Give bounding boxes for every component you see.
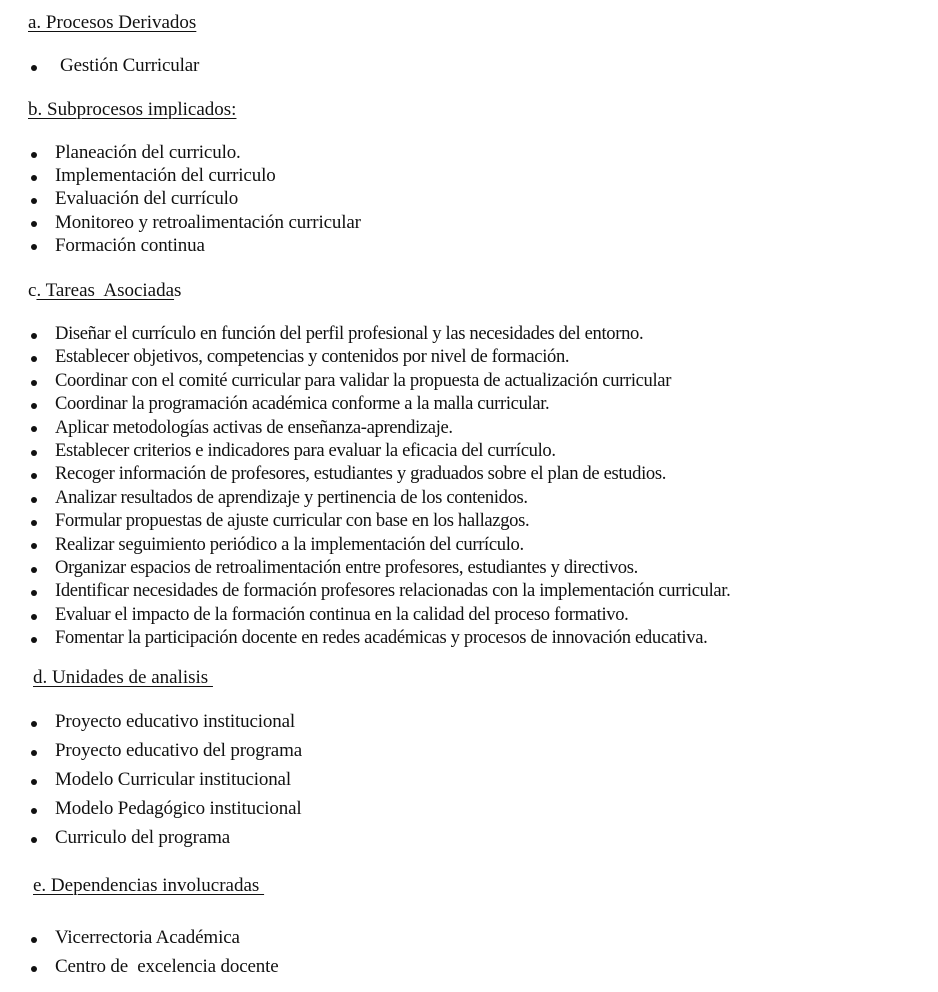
list-item: [31, 952, 279, 981]
bullet-icon: [31, 520, 37, 526]
list-item: [31, 556, 730, 579]
list-item: [31, 794, 302, 823]
bullet-icon: [31, 175, 37, 181]
bullet-icon: [31, 65, 37, 71]
bullet-icon: [31, 333, 37, 339]
list-unidades-analisis: [31, 707, 302, 852]
list-item: [31, 345, 730, 368]
section-heading-procesos-derivados: [28, 12, 196, 34]
list-item: [31, 923, 279, 952]
list-item-text: Monitoreo y retroalimentación curricular: [55, 211, 361, 233]
list-item: [31, 187, 361, 210]
list-item: [31, 736, 302, 765]
list-item-text: Evaluación del currículo: [55, 188, 239, 210]
list-item-text: Fomentar la participación docente en redes académicas y procesos de innovación educativa.: [55, 627, 708, 649]
bullet-icon: [31, 497, 37, 503]
list-item: [31, 53, 199, 79]
bullet-icon: [31, 221, 37, 227]
list-item-text: Realizar seguimiento periódico a la implementación del currículo.: [55, 533, 524, 555]
list-item-text: Organizar espacios de retroalimentación entre profesores, estudiantes y directivos.: [55, 557, 638, 579]
list-item: [31, 234, 361, 257]
list-item-text: Establecer objetivos, competencias y contenidos por nivel de formación.: [55, 346, 570, 368]
bullet-icon: [31, 426, 37, 432]
heading-suffix: s: [174, 280, 182, 301]
list-item-text: Coordinar con el comité curricular para validar la propuesta de actualización curricular: [55, 369, 672, 391]
list-item-text: Modelo Pedagógico institucional: [55, 798, 302, 819]
list-item-text: Proyecto educativo institucional: [55, 711, 296, 732]
list-procesos-derivados: [31, 53, 199, 79]
list-item-text: Coordinar la programación académica conforme a la malla curricular.: [55, 393, 550, 415]
bullet-icon: [31, 837, 37, 843]
list-item: [31, 392, 730, 415]
bullet-icon: [31, 637, 37, 643]
list-item: [31, 369, 730, 392]
bullet-icon: [31, 567, 37, 573]
heading-text: d. Unidades de analisis: [33, 667, 213, 688]
list-item: [31, 211, 361, 234]
bullet-icon: [31, 543, 37, 549]
list-item: [31, 707, 302, 736]
list-item: [31, 579, 730, 602]
list-item-text: Diseñar el currículo en función del perfil profesional y las necesidades del entorno.: [55, 323, 644, 344]
list-dependencias: [31, 923, 279, 981]
bullet-icon: [31, 590, 37, 596]
bullet-icon: [31, 450, 37, 456]
bullet-icon: [31, 152, 37, 158]
section-heading-tareas-asociadas: [28, 280, 181, 302]
list-item-text: Evaluar el impacto de la formación continua en la calidad del proceso formativo.: [55, 603, 629, 625]
list-item: [31, 765, 302, 794]
bullet-icon: [31, 937, 37, 943]
list-item: [31, 533, 730, 556]
section-heading-unidades-analisis: [33, 667, 213, 689]
heading-text: a. Procesos Derivados: [28, 12, 197, 33]
list-item-text: Planeación del curriculo.: [55, 142, 241, 163]
bullet-icon: [31, 721, 37, 727]
bullet-icon: [31, 198, 37, 204]
bullet-icon: [31, 614, 37, 620]
list-item: [31, 164, 361, 187]
list-item-text: Centro de excelencia docente: [55, 956, 279, 977]
bullet-icon: [31, 380, 37, 386]
heading-text: . Tareas Asociada: [36, 280, 175, 301]
bullet-icon: [31, 779, 37, 785]
bullet-icon: [31, 356, 37, 362]
list-item-text: Formular propuestas de ajuste curricular con base en los hallazgos.: [55, 510, 530, 532]
list-item-text: Modelo Curricular institucional: [55, 769, 291, 790]
section-heading-subprocesos: [28, 99, 236, 121]
bullet-icon: [31, 244, 37, 250]
list-item: [31, 626, 730, 649]
list-item-text: Identificar necesidades de formación profesores relacionadas con la implementación curricular.: [55, 580, 731, 602]
list-item: [31, 322, 730, 345]
list-item: [31, 486, 730, 509]
list-item: [31, 509, 730, 532]
list-item-text: Vicerrectoria Académica: [55, 927, 240, 948]
list-subprocesos: [31, 141, 361, 257]
heading-text: b. Subprocesos implicados:: [28, 99, 237, 120]
list-tareas-asociadas: [31, 322, 730, 650]
list-item-text: Curriculo del programa: [55, 827, 231, 848]
list-item-text: Implementación del curriculo: [55, 165, 276, 187]
bullet-icon: [31, 473, 37, 479]
list-item: [31, 823, 302, 852]
list-item-text: Formación continua: [55, 234, 205, 256]
bullet-icon: [31, 750, 37, 756]
list-item: [31, 141, 361, 164]
list-item-text: Aplicar metodologías activas de enseñanza-aprendizaje.: [55, 416, 453, 438]
list-item-text: Recoger información de profesores, estudiantes y graduados sobre el plan de estudios.: [55, 463, 667, 485]
bullet-icon: [31, 808, 37, 814]
bullet-icon: [31, 966, 37, 972]
list-item-text: Establecer criterios e indicadores para evaluar la eficacia del currículo.: [55, 440, 556, 462]
list-item: [31, 462, 730, 485]
heading-prefix: c: [28, 280, 37, 301]
section-heading-dependencias: [33, 875, 264, 897]
list-item: [31, 416, 730, 439]
heading-text: e. Dependencias involucradas: [33, 875, 265, 896]
list-item: [31, 603, 730, 626]
list-item-text: Proyecto educativo del programa: [55, 740, 303, 761]
list-item: [31, 439, 730, 462]
list-item-text: Gestión Curricular: [60, 55, 200, 76]
bullet-icon: [31, 403, 37, 409]
list-item-text: Analizar resultados de aprendizaje y pertinencia de los contenidos.: [55, 486, 528, 508]
